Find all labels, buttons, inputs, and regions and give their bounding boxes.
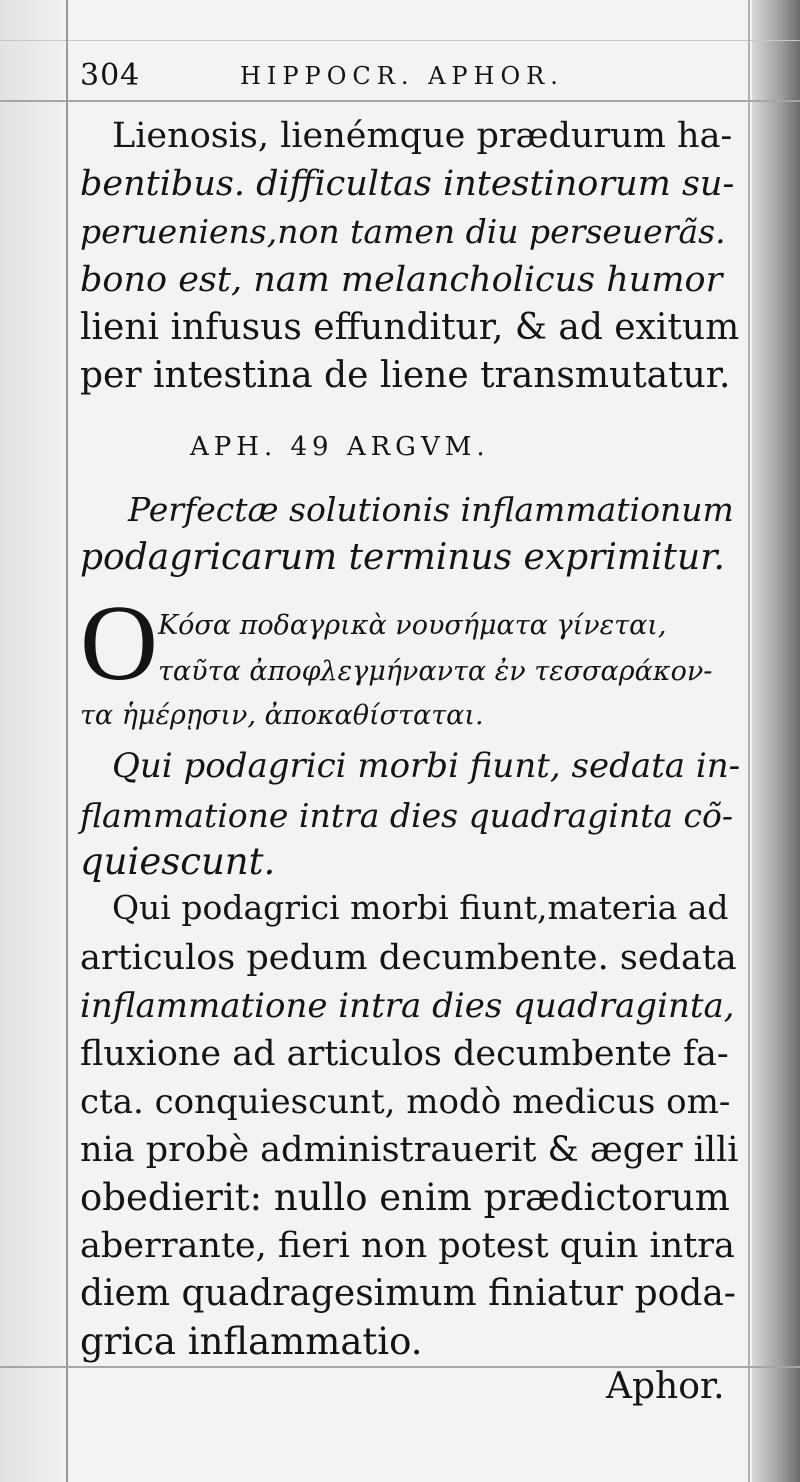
greek-line: τα ἡμέρῃσιν, ἀποκαθίσταται. [80, 700, 484, 731]
text-line: inflammatione intra dies quadraginta, [80, 986, 735, 1026]
greek-line: Κόσα ποδαγρικὰ νουσήματα γίνεται, [158, 610, 667, 641]
text-line: flammatione intra dies quadraginta cõ- [80, 796, 734, 835]
text-line: perueniens,non tamen diu perseuerãs. [80, 212, 726, 251]
text-line: grica inflammatio. [80, 1320, 423, 1363]
catchword: Aphor. [606, 1366, 725, 1407]
text-line: lieni infusus effunditur, & ad exitum [80, 307, 740, 348]
text-line: per intestina de liene transmutatur. [80, 355, 731, 396]
greek-line: ταῦτα ἀποφλεγμήναντα ἐν τεσσαράκον- [158, 656, 713, 687]
right-frame-rule [748, 0, 750, 1482]
text-line: Qui podagrici morbi fiunt, sedata in- [112, 746, 741, 786]
text-line: obedierit: nullo enim prædictorum [80, 1176, 730, 1219]
page-gutter-edge [752, 0, 800, 1482]
left-frame-rule [66, 0, 68, 1482]
page-number: 304 [80, 58, 141, 93]
text-line: articulos pedum decumbente. sedata [80, 938, 737, 978]
text-line: Perfectæ solutionis inflammationum [128, 490, 734, 529]
running-header [80, 58, 740, 104]
text-line: Qui podagrici morbi fiunt,materia ad [112, 888, 729, 927]
aphorism-heading: APH. 49 ARGVM. [190, 432, 490, 462]
top-border-line [0, 40, 800, 41]
text-line: fluxione ad articulos decumbente fa- [80, 1034, 729, 1074]
drop-capital: O [80, 584, 158, 703]
text-line: cta. conquiescunt, modò medicus om- [80, 1082, 731, 1122]
text-line: diem quadragesimum finiatur poda- [80, 1273, 736, 1314]
text-line: bono est, nam melancholicus humor [80, 260, 723, 300]
left-margin [0, 0, 64, 1482]
text-line: quiescunt. [80, 840, 276, 883]
text-line: bentibus. difficultas intestinorum su- [80, 164, 735, 204]
text-line: nia probè administrauerit & æger illi [80, 1130, 739, 1170]
text-line: Lienosis, lienémque prædurum ha- [112, 116, 733, 156]
text-line: podagricarum terminus exprimitur. [80, 537, 725, 578]
running-title: HIPPOCR. APHOR. [240, 62, 564, 90]
text-line: aberrante, fieri non potest quin intra [80, 1226, 735, 1266]
